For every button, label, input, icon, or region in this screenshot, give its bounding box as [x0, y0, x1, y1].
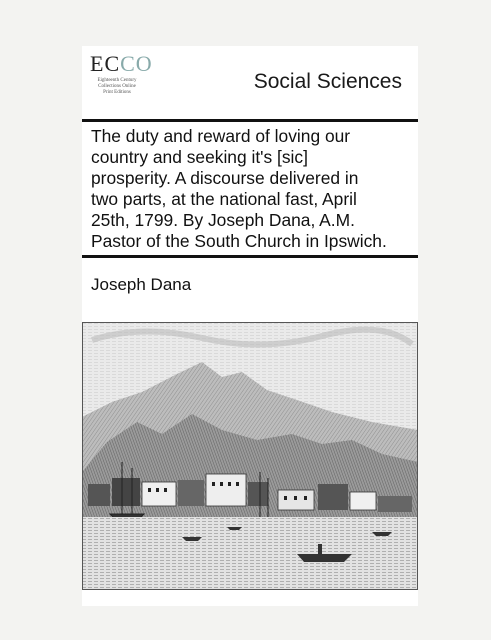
harbor-engraving-svg	[82, 322, 418, 590]
ecco-logo-mark: ECCO	[90, 51, 153, 76]
category-label: Social Sciences	[253, 70, 402, 93]
author-name: Joseph Dana	[91, 275, 192, 294]
ecco-logo-caption: Eighteenth Century Collections Online Print Editions	[97, 78, 137, 95]
title-line: Pastor of the South Church in Ipswich.	[91, 231, 387, 251]
book-cover	[82, 46, 418, 606]
ecco-logo	[90, 51, 153, 113]
harbor-engraving	[82, 322, 418, 590]
top-divider	[82, 119, 418, 122]
title-line: country and seeking it's [sic]	[91, 147, 308, 167]
title-line: The duty and reward of loving our	[91, 126, 351, 146]
cover-header	[82, 46, 418, 118]
book-title	[91, 126, 413, 252]
bottom-divider	[82, 255, 418, 258]
title-line: prosperity. A discourse delivered in	[91, 168, 359, 188]
title-line: two parts, at the national fast, April	[91, 189, 357, 209]
title-line: 25th, 1799. By Joseph Dana, A.M.	[91, 210, 355, 230]
